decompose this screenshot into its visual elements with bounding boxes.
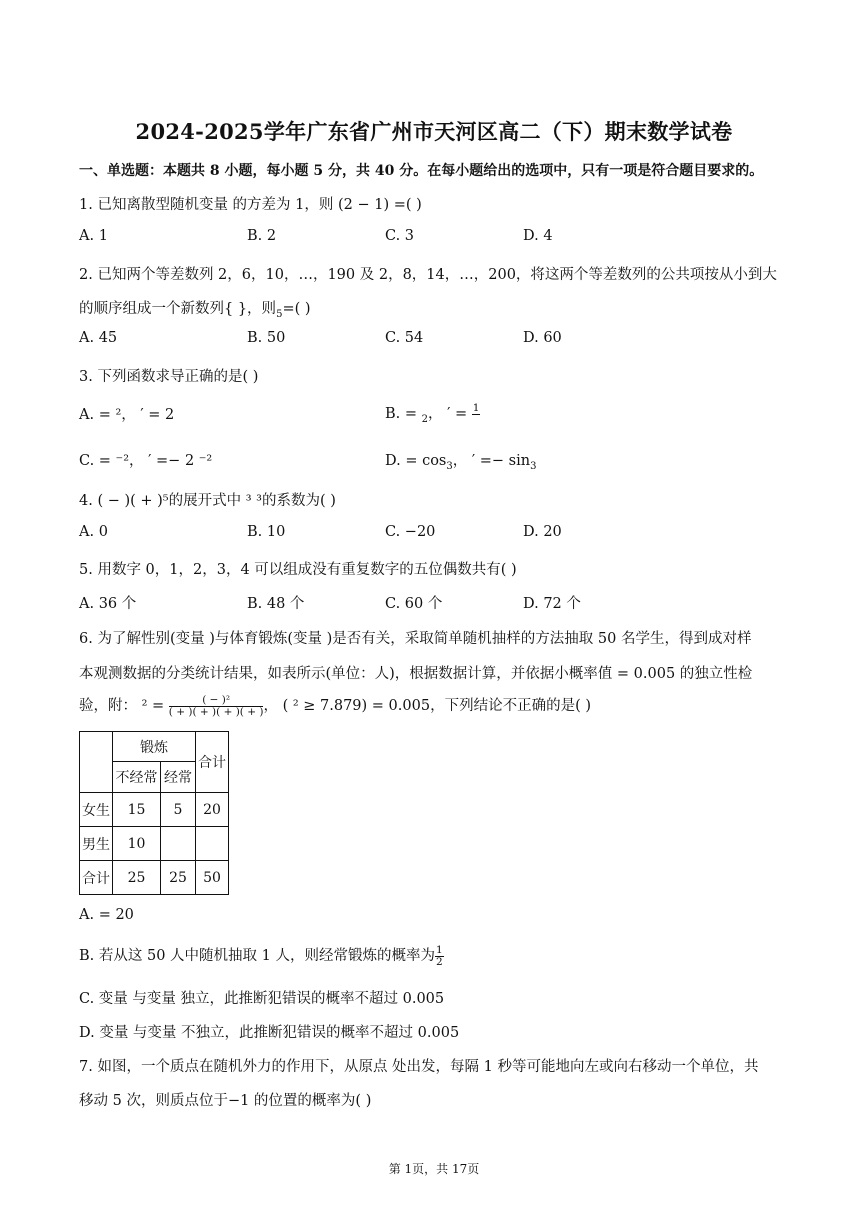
exam-title: 2024-2025学年广东省广州市天河区高二（下）期末数学试卷 [135,119,733,144]
q6-option-c: C. 变量 与变量 独立，此推断犯错误的概率不超过 0.005 [79,991,445,1007]
section-heading: 一、单选题：本题共 8 小题，每小题 5 分，共 40 分。在每小题给出的选项中，只有一项是符合题目要求的。 [79,163,764,179]
row-label: 女生 [80,793,113,827]
table-header-total: 合计 [196,732,229,793]
q1-option-b: B. 2 [247,228,277,244]
table-corner-cell [80,732,113,793]
q2-option-b: B. 50 [247,330,286,346]
chi-square-formula: $\frac{\text{( − )²}}{( + )( + )( + )( + )}$ [168,693,264,718]
contingency-table [79,731,229,895]
question-7-line-1: 7. 如图，一个质点在随机外力的作用下，从原点 处出发，每隔 1 秒等可能地向左或向右移动一个单位，共 [79,1059,759,1075]
page-footer: 第 1页，共 17页 [388,1162,480,1176]
fraction: $\frac{1}{2}$ [436,943,443,968]
fraction: 1 [472,401,480,414]
question-6-line-2: 本观测数据的分类统计结果，如表所示(单位：人)，根据数据计算，并依据小概率值 = 0.005 的独立性检 [79,666,753,682]
question-2-line-1: 2. 已知两个等差数列 2，6，10，…，190 及 2，8，14，…，200，将这两个等差数列的公共项按从小到大 [79,267,777,283]
q6-option-b: B. 若从这 50 人中随机抽取 1 人，则经常锻炼的概率为 $\frac{1}{2}$ [79,943,443,968]
q6-option-a: A. = 20 [79,907,134,923]
cell: 25 [161,861,196,895]
q1-option-a: A. 1 [79,228,108,244]
question-5: 5. 用数字 0，1，2，3，4 可以组成没有重复数字的五位偶数共有( ) [79,562,517,578]
q6-option-d: D. 变量 与变量 不独立，此推断犯错误的概率不超过 0.005 [79,1025,460,1041]
subscript: 5 [276,309,283,320]
question-6-line-3: 验，附： ² = $\frac{\text{( − )²}}{( + )( + )( + )( + )}$ ， ( ² ≥ 7.879) = 0.005，下列结论不正确的是( ) [79,693,591,718]
table-row [80,793,229,827]
table-header-often: 经常 [161,762,196,793]
q3-option-d: D. = $\cos_3$， ′ =− $\sin_3$ [385,453,537,472]
q2-option-c: C. 54 [385,330,424,346]
cell [196,827,229,861]
q5-option-d: D. 72 个 [523,596,581,612]
q2-option-d: D. 60 [523,330,562,346]
q3-option-b: B. = $_2$， ′ = 1 [385,401,480,425]
q3-option-c: C. = ⁻²， ′ =− 2 ⁻² [79,453,213,469]
q1-option-d: D. 4 [523,228,553,244]
q5-option-b: B. 48 个 [247,596,305,612]
row-label: 合计 [80,861,113,895]
question-3: 3. 下列函数求导正确的是( ) [79,369,259,385]
q5-option-c: C. 60 个 [385,596,443,612]
table-header-exercise: 锻炼 [113,732,196,762]
q5-option-a: A. 36 个 [79,596,137,612]
cell: 5 [161,793,196,827]
cell [161,827,196,861]
table-row [80,861,229,895]
q3-option-a: A. = ²， ′ = 2 [79,407,175,423]
cell: 50 [196,861,229,895]
question-2-line-2: 的顺序组成一个新数列{ }，则$_5$=( ) [79,301,311,320]
q4-option-c: C. −20 [385,524,436,540]
question-7-line-2: 移动 5 次，则质点位于−1 的位置的概率为( ) [79,1093,372,1109]
q4-option-b: B. 10 [247,524,286,540]
question-1: 1. 已知离散型随机变量 的方差为 1，则 (2 − 1) =( ) [79,197,422,213]
row-label: 男生 [80,827,113,861]
table-header-not-often: 不经常 [113,762,161,793]
cell: 20 [196,793,229,827]
cell: 15 [113,793,161,827]
question-6-line-1: 6. 为了解性别(变量 )与体育锻炼(变量 )是否有关，采取简单随机抽样的方法抽取 50 名学生，得到成对样 [79,631,752,647]
q4-option-a: A. 0 [79,524,108,540]
cell: 25 [113,861,161,895]
q4-option-d: D. 20 [523,524,562,540]
q1-option-c: C. 3 [385,228,415,244]
table-row [80,827,229,861]
cell: 10 [113,827,161,861]
question-4: 4. ( − )( + )⁵的展开式中 ³ ³的系数为( ) [79,493,336,509]
q2-option-a: A. 45 [79,330,118,346]
